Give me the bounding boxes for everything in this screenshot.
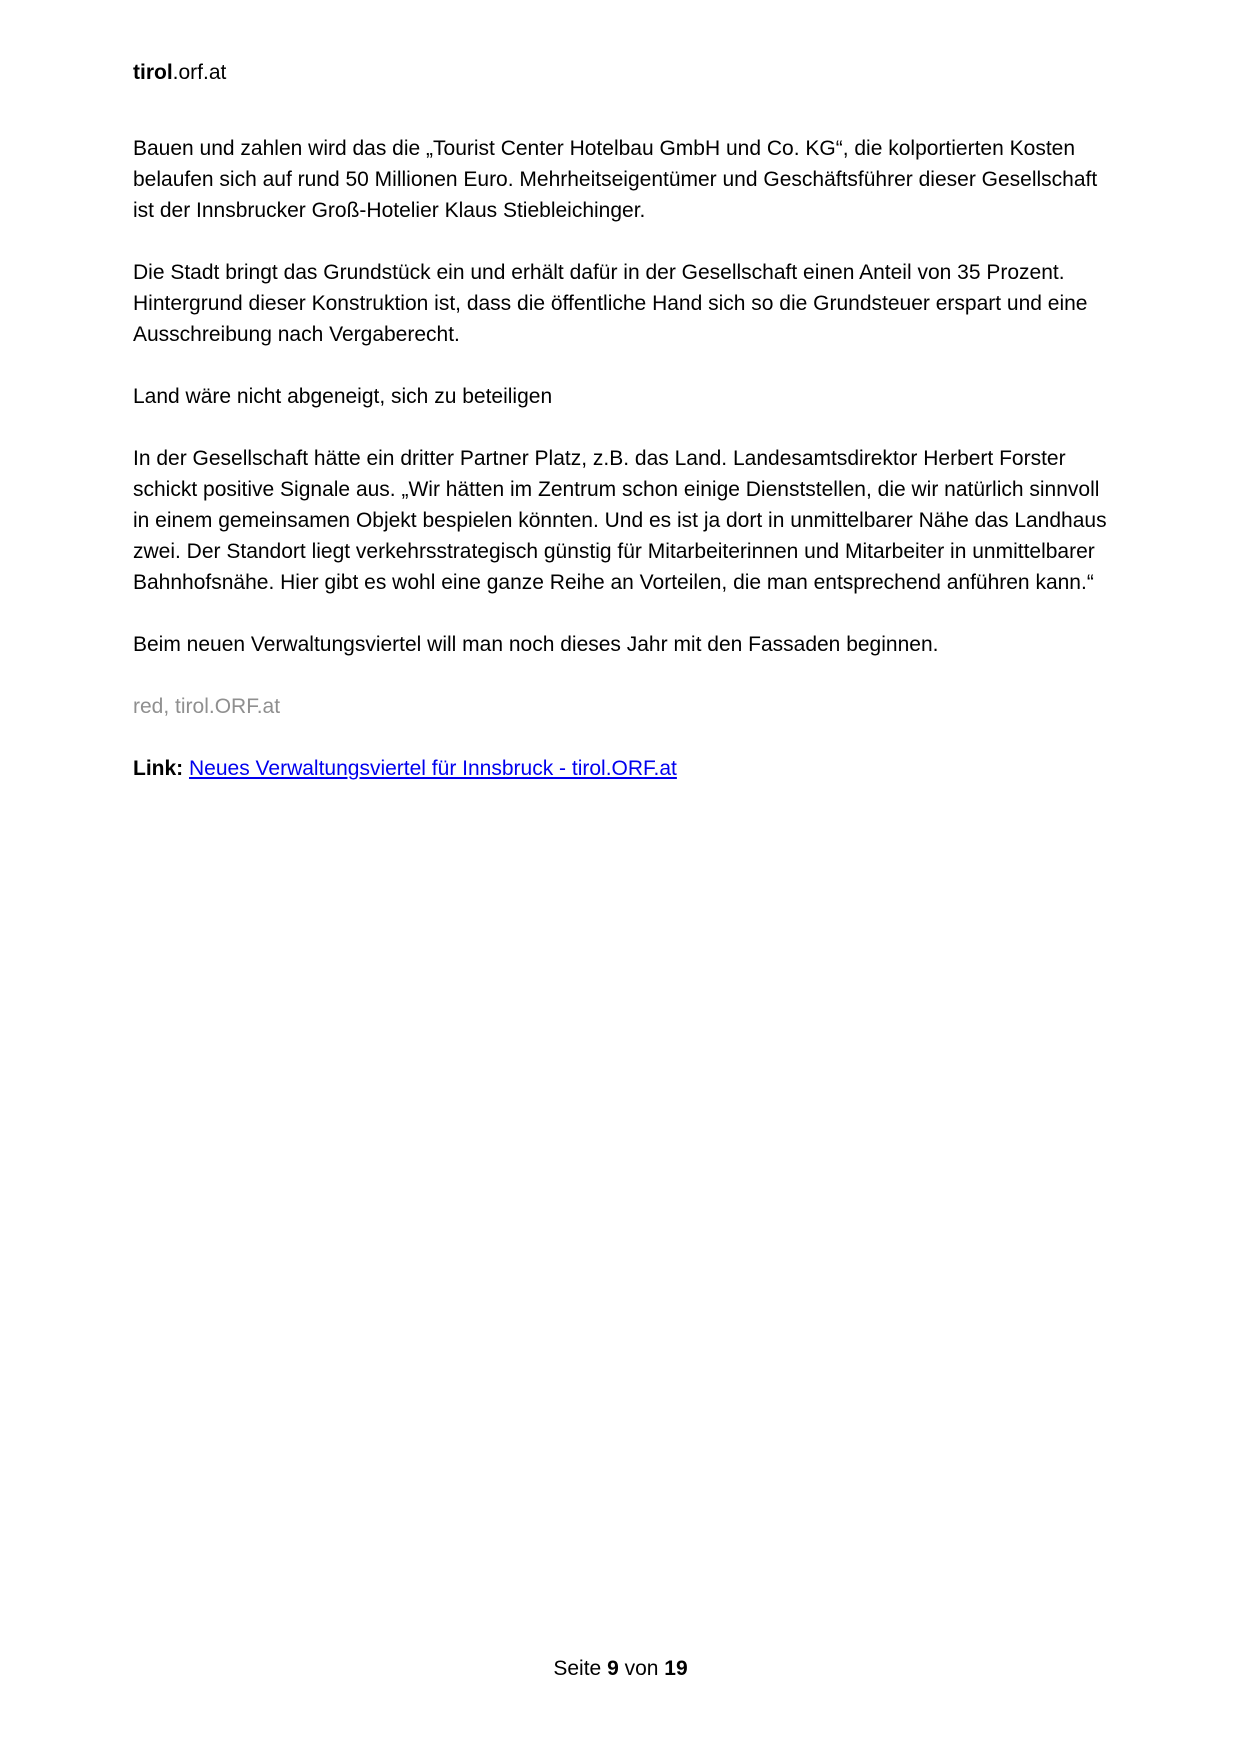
footer-page-number: 9 xyxy=(607,1657,619,1680)
site-name-rest: .orf.at xyxy=(172,61,227,84)
site-name-bold: tirol xyxy=(133,61,173,84)
page-content xyxy=(0,0,1241,784)
byline: red, tirol.ORF.at xyxy=(133,695,281,718)
link-row xyxy=(133,753,1113,784)
footer-of-word: von xyxy=(624,1657,659,1680)
article-link[interactable]: Neues Verwaltungsviertel für Innsbruck - tirol.ORF.at xyxy=(189,757,677,780)
footer-total-pages: 19 xyxy=(664,1657,688,1680)
page-footer xyxy=(0,1656,1241,1682)
article-body xyxy=(133,133,1113,784)
article-paragraph: Beim neuen Verwaltungsviertel will man noch dieses Jahr mit den Fassaden beginnen. xyxy=(133,633,939,656)
article-paragraph: Bauen und zahlen wird das die „Tourist Center Hotelbau GmbH und Co. KG“, die kolportierten Kosten belaufen sich auf rund 50 Millionen Euro. Mehrheitseigentümer und Geschäftsführer dieser Gesellschaft ist der Innsbrucker Groß-Hotelier Klaus Stiebleichinger. xyxy=(133,137,1098,222)
site-header xyxy=(133,60,1113,86)
footer-page-word: Seite xyxy=(553,1657,602,1680)
link-label: Link: xyxy=(133,757,184,780)
article-subheading: Land wäre nicht abgeneigt, sich zu beteiligen xyxy=(133,385,553,408)
article-paragraph: In der Gesellschaft hätte ein dritter Partner Platz, z.B. das Land. Landesamtsdirektor Herbert Forster schickt positive Signale aus. „Wir hätten im Zentrum schon einige Dienststellen, die wir natürlich sinnvoll in einem gemeinsamen Objekt bespielen könnten. Und es ist ja dort in unmittelbarer Nähe das Landhaus zwei. Der Standort liegt verkehrsstrategisch günstig für Mitarbeiterinnen und Mitarbeiter in unmittelbarer Bahnhofsnähe. Hier gibt es wohl eine ganze Reihe an Vorteilen, die man entsprechend anführen kann.“ xyxy=(133,447,1107,594)
article-paragraph: Die Stadt bringt das Grundstück ein und erhält dafür in der Gesellschaft einen Anteil von 35 Prozent. Hintergrund dieser Konstruktion ist, dass die öffentliche Hand sich so die Grundsteuer erspart und eine Ausschreibung nach Vergaberecht. xyxy=(133,261,1088,346)
